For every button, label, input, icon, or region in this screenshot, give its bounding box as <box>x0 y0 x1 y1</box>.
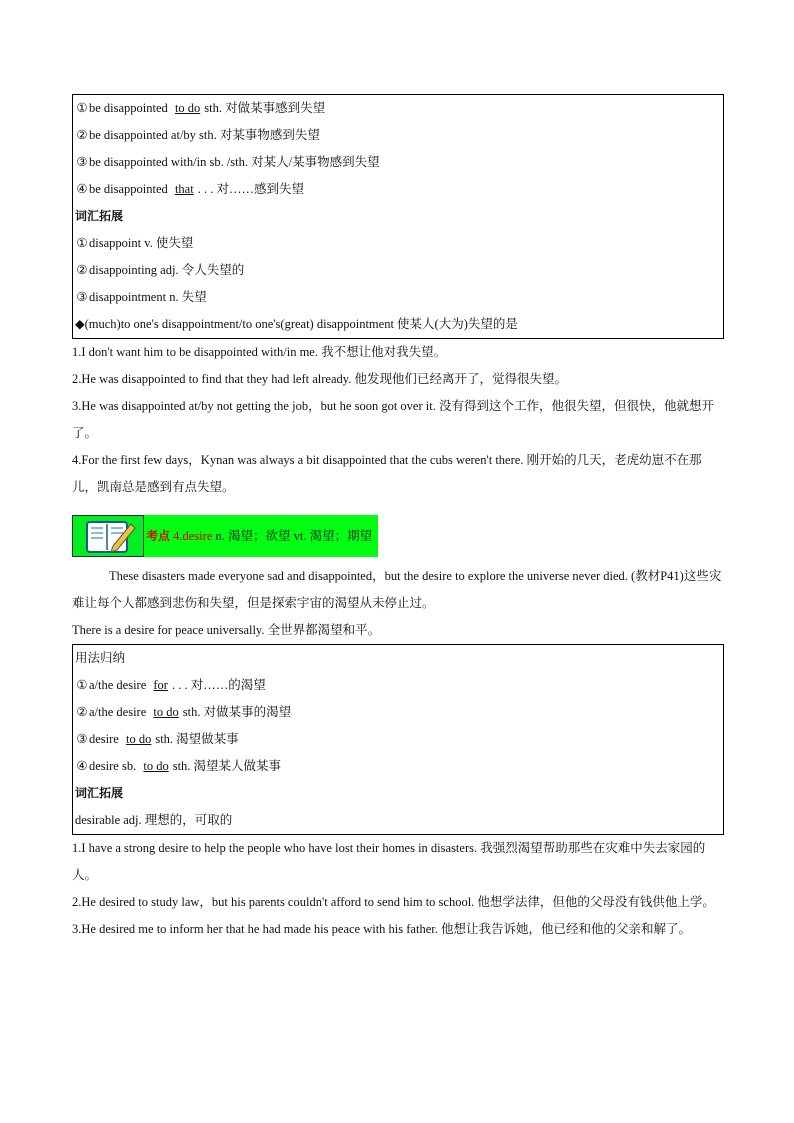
vocab-line: desirable adj. 理想的，可取的 <box>75 813 233 827</box>
blank-answer: to do <box>125 732 152 746</box>
example-sentence: 1.I don't want him to be disappointed with/in me. 我不想让他对我失望。 <box>72 345 447 359</box>
usage-line: ①a/the desire for . . . 对……的渴望 <box>75 672 723 699</box>
example-sentence: 2.He was disappointed to find that they had left already. 他发现他们已经离开了，觉得很失望。 <box>72 372 567 386</box>
blank-answer: to do <box>143 759 169 773</box>
vocab-line: ◆(much)to one's disappointment/to one's(great) disappointment 使某人(大为)失望的是 <box>75 317 518 331</box>
vocab-line: ①disappoint v. 使失望 <box>76 236 194 250</box>
usage-line: ①be disappointed to do sth. 对做某事感到失望 <box>75 95 723 122</box>
example-sentence: 2.He desired to study law，but his parents couldn't afford to send him to school. 他想学法律，但他的父母没有钱供他上学。 <box>72 895 715 909</box>
example-list-disappointed <box>72 339 724 501</box>
usage-title: 用法归纳 <box>75 651 126 665</box>
usage-box-disappointed <box>72 94 724 339</box>
blank-answer: that <box>174 182 194 196</box>
usage-line: ③desire to do sth. 渴望做某事 <box>75 726 723 753</box>
blank-answer: to do <box>153 705 179 719</box>
vocab-line: ②disappointing adj. 令人失望的 <box>76 263 245 277</box>
example-list-desire <box>72 835 724 943</box>
example-sentence: 3.He was disappointed at/by not getting the job，but he soon got over it. 没有得到这个工作，他很失望，但很快，他就想开了。 <box>72 399 714 440</box>
usage-line: ④desire sb. to do sth. 渴望某人做某事 <box>75 753 723 780</box>
kaodian-header <box>72 515 724 557</box>
example-sentence: 4.For the first few days，Kynan was always a bit disappointed that the cubs weren't there. 刚开始的几天，老虎幼崽不在那儿，凯南总是感到有点失望。 <box>72 453 702 494</box>
vocab-line: ③disappointment n. 失望 <box>76 290 207 304</box>
vocab-heading: 词汇拓展 <box>75 209 124 223</box>
blank-answer: to do <box>174 101 201 115</box>
usage-box-desire <box>72 644 724 835</box>
usage-line: ②a/the desire to do sth. 对做某事的渴望 <box>75 699 723 726</box>
kaodian-tag: 考点 <box>146 529 171 543</box>
usage-line: ④be disappointed that . . . 对……感到失望 <box>75 176 723 203</box>
kaodian-word: 4.desire <box>173 529 213 543</box>
example-sentence: 1.I have a strong desire to help the people who have lost their homes in disasters. 我强烈渴望帮助那些在灾难中失去家园的人。 <box>72 841 706 882</box>
usage-line: ③be disappointed with/in sb. /sth. 对某人/某事物感到失望 <box>76 155 380 169</box>
usage-line: ②be disappointed at/by sth. 对某事物感到失望 <box>76 128 320 142</box>
kaodian-meaning: n. 渴望；欲望 vt. 渴望；期望 <box>215 529 373 543</box>
kaodian-title <box>144 515 378 557</box>
intro-sentence: These disasters made everyone sad and disappointed，but the desire to explore the universe never died. (教材P41)这些灾难让每个人都感到悲伤和失望，但是探索宇宙的渴望从未停止过。 <box>72 569 722 610</box>
example-sentence: 3.He desired me to inform her that he had made his peace with his father. 他想让我告诉她，他已经和他的父亲和解了。 <box>72 922 691 936</box>
vocab-heading: 词汇拓展 <box>75 786 124 800</box>
intro-sentence: There is a desire for peace universally. 全世界都渴望和平。 <box>72 623 381 637</box>
book-pencil-icon <box>72 515 144 557</box>
blank-answer: for <box>153 678 168 692</box>
page-content <box>72 94 724 943</box>
